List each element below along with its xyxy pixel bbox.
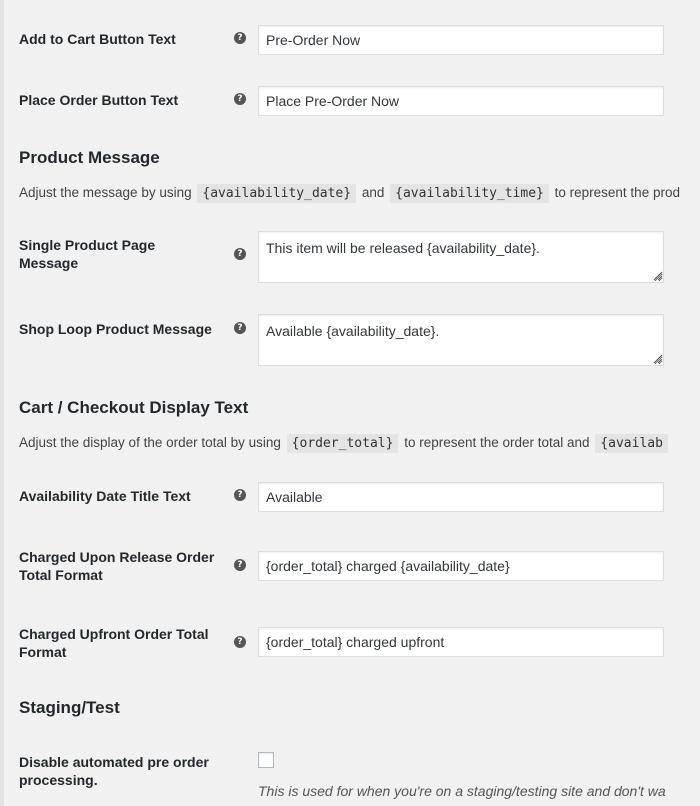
placeholder-code: {order_total}: [287, 434, 399, 453]
availability-date-title-label: Availability Date Title Text: [19, 488, 191, 504]
charged-upfront-input[interactable]: [258, 627, 664, 657]
charged-upon-release-input[interactable]: [258, 551, 664, 581]
description-text: to represent the order total and: [404, 435, 590, 450]
placeholder-code: {availability_time}: [390, 184, 549, 203]
staging-test-heading: Staging/Test: [19, 698, 120, 717]
shop-loop-message-label: Shop Loop Product Message: [19, 321, 212, 337]
disable-automated-description: This is used for when you're on a staging/testing site and don't wa: [258, 783, 666, 799]
help-icon[interactable]: ?: [234, 248, 246, 260]
place-order-label: Place Order Button Text: [19, 92, 179, 108]
help-icon[interactable]: ?: [234, 489, 246, 501]
description-text: Adjust the display of the order total by using: [19, 435, 281, 450]
cart-checkout-description: [19, 432, 670, 455]
left-border: [0, 0, 4, 806]
add-to-cart-label: Add to Cart Button Text: [19, 31, 176, 47]
charged-upon-release-label: Charged Upon Release Order Total Format: [19, 549, 215, 583]
single-product-message-textarea[interactable]: [258, 231, 664, 283]
disable-automated-label: Disable automated pre order processing.: [19, 754, 209, 788]
description-text: to represent the prod: [554, 185, 680, 200]
help-icon[interactable]: ?: [234, 32, 246, 44]
product-message-description: [19, 182, 680, 205]
help-icon[interactable]: ?: [234, 636, 246, 648]
placeholder-code: {availability_date}: [197, 184, 356, 203]
disable-automated-checkbox[interactable]: [258, 752, 274, 768]
product-message-heading: Product Message: [19, 148, 160, 167]
single-product-message-label: Single Product Page Message: [19, 237, 156, 271]
place-order-text-input[interactable]: [258, 86, 664, 116]
help-icon[interactable]: ?: [234, 322, 246, 334]
availability-date-title-input[interactable]: [258, 482, 664, 512]
charged-upfront-label: Charged Upfront Order Total Format: [19, 626, 209, 660]
description-text: and: [361, 185, 385, 200]
description-text: Adjust the message by using: [19, 185, 192, 200]
help-icon[interactable]: ?: [234, 93, 246, 105]
placeholder-code: {availab: [595, 434, 668, 453]
shop-loop-message-textarea[interactable]: [258, 314, 664, 366]
add-to-cart-text-input[interactable]: [258, 25, 664, 55]
cart-checkout-heading: Cart / Checkout Display Text: [19, 398, 249, 417]
help-icon[interactable]: ?: [234, 559, 246, 571]
